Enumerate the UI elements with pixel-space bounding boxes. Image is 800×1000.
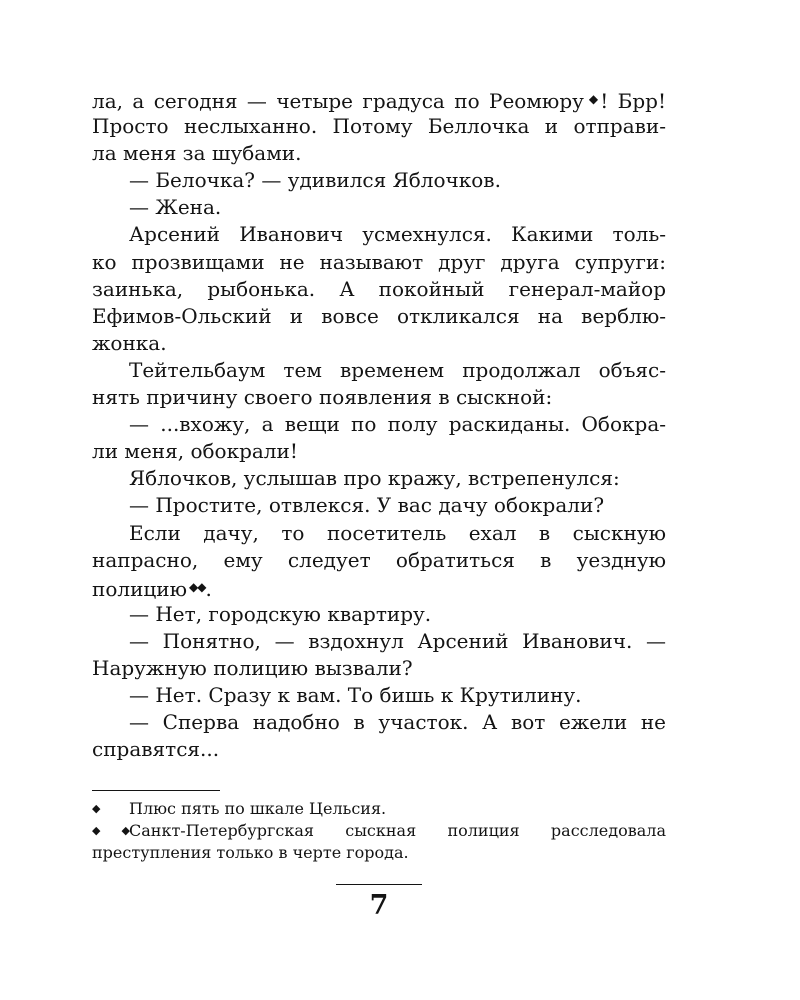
page-number-rule: [336, 884, 422, 885]
footnotes: [92, 798, 666, 864]
text-line: — ...вхожу, а вещи по полу раскиданы. Обокра-: [129, 412, 666, 437]
text-line: ла меня за шубами.: [92, 141, 302, 166]
text-line: ко прозвищами не называют друг друга супруги:: [92, 249, 666, 274]
footnote-marker-2: ◆◆: [189, 579, 206, 594]
page-number: 7: [369, 890, 389, 921]
text-line: — Сперва надобно в участок. А вот ежели не: [129, 710, 666, 735]
text-line: заинька, рыбонька. А покойный генерал-майор: [92, 276, 666, 301]
text-line: — Понятно, — вздохнул Арсений Иванович. —: [129, 628, 666, 653]
text-line: — Жена.: [129, 195, 222, 220]
text-line: нять причину своего появления в сыскной:: [92, 385, 553, 410]
text-line: Если дачу, то посетитель ехал в сыскную: [129, 520, 666, 545]
footnote-2-continuation: преступления только в черте города.: [92, 843, 409, 862]
text-line: ла, а сегодня — четыре градуса по Реомюру ◆! Брр!: [92, 89, 666, 113]
text-line: — Простите, отвлекся. У вас дачу обокрали?: [129, 493, 605, 518]
footnote-separator: [92, 790, 220, 791]
text-line: ли меня, обокрали!: [92, 439, 298, 464]
footnote-2-marker: ◆◆: [92, 824, 129, 837]
footnote-1-text: Плюс пять по шкале Цельсия.: [129, 799, 387, 818]
text-line: Арсений Иванович усмехнулся. Какими толь-: [129, 222, 666, 247]
footnote-1: [92, 798, 666, 820]
text-line: Ефимов-Ольский и вовсе откликался на верблю-: [92, 303, 666, 328]
text-line: Наружную полицию вызвали?: [92, 655, 413, 680]
main-text: [92, 86, 666, 763]
footnote-1-marker: ◆: [92, 802, 100, 815]
footnote-2-text: Санкт-Петербургская сыскная полиция расследовала: [129, 821, 666, 840]
text-line: полицию ◆◆.: [92, 576, 212, 601]
text-line: — Нет. Сразу к вам. То бишь к Крутилину.: [129, 683, 582, 708]
footnote-2: [92, 820, 666, 842]
text-line: Просто неслыханно. Потому Беллочка и отправи-: [92, 114, 666, 139]
text-line: напрасно, ему следует обратиться в уездную: [92, 547, 666, 572]
text-line: — Белочка? — удивился Яблочков.: [129, 168, 501, 193]
footnote-marker-1: ◆: [585, 92, 601, 106]
text-line: — Нет, городскую квартиру.: [129, 601, 432, 626]
text-line: Тейтельбаум тем временем продолжал объяс-: [129, 357, 666, 382]
text-line: справятся...: [92, 737, 220, 762]
text-line: Яблочков, услышав про кражу, встрепенулся:: [129, 466, 620, 491]
text-line: жонка.: [92, 330, 167, 355]
